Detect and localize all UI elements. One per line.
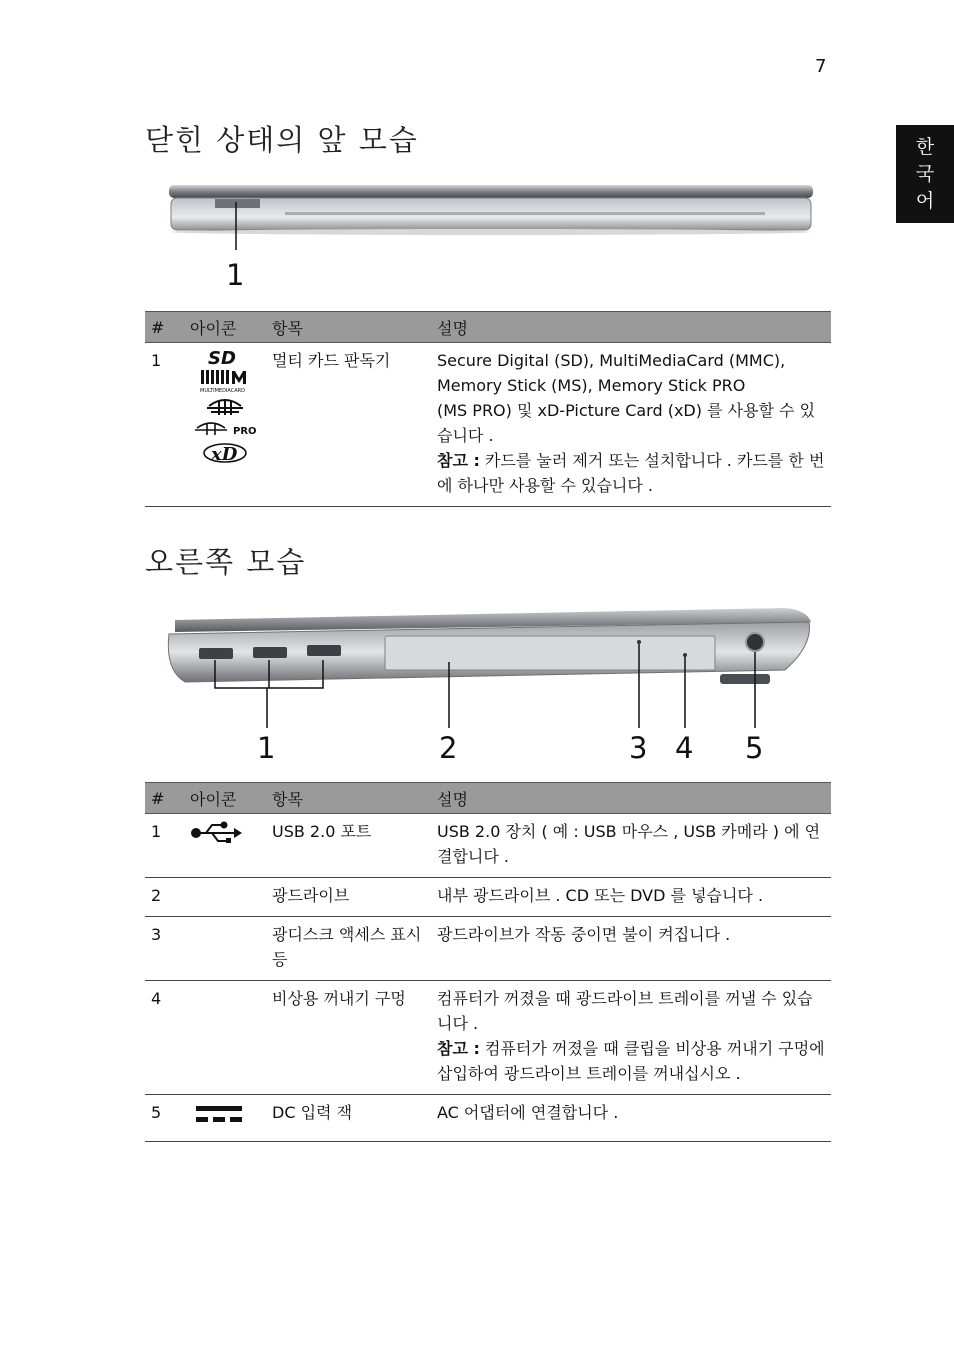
table-row: [145, 814, 831, 878]
note: [437, 448, 825, 498]
memory-stick-pro-icon: [193, 418, 257, 438]
optical-drive-tray: [385, 636, 715, 670]
row-item: DC 입력 잭: [266, 1095, 431, 1142]
row-item: 광드라이브: [266, 878, 431, 917]
right-view-table: [145, 782, 831, 1142]
drive-led: [637, 640, 641, 644]
shadow: [171, 229, 811, 235]
dc-jack: [746, 633, 764, 651]
usb-port: [199, 648, 233, 659]
front-view-figure: [145, 180, 831, 295]
header-icon: 아이콘: [184, 312, 266, 343]
table-header-row: [145, 783, 831, 814]
sd-card-icon: [204, 348, 246, 366]
callout-number: 1: [226, 258, 245, 292]
page-number: 7: [815, 56, 827, 77]
header-num: #: [145, 783, 184, 814]
pro-logo-text: PRO: [233, 426, 257, 437]
header-item: 항목: [266, 783, 431, 814]
row-num: 1: [145, 814, 184, 878]
callout-number: 5: [745, 731, 764, 765]
row-num: 3: [145, 917, 184, 981]
description-text: 컴퓨터가 꺼졌을 때 광드라이브 트레이를 꺼낼 수 있습니다 .: [437, 989, 813, 1033]
row-description: AC 어댑터에 연결합니다 .: [431, 1095, 831, 1142]
language-tab: [896, 125, 954, 223]
front-view-title: 닫힌 상태의 앞 모습: [145, 123, 419, 157]
multimediacard-icon: [199, 368, 251, 394]
row-description: 내부 광드라이브 . CD 또는 DVD 를 넣습니다 .: [431, 878, 831, 917]
callout-number: 1: [257, 731, 276, 765]
row-description: [431, 343, 831, 507]
right-view-title: 오른쪽 모습: [145, 545, 307, 579]
row-icon: [184, 981, 266, 1095]
description-text: Secure Digital (SD), MultiMediaCard (MMC), Memory Stick (MS), Memory Stick PRO: [437, 351, 786, 395]
callout-number: 3: [629, 731, 648, 765]
table-row: [145, 343, 831, 507]
row-icon: [184, 878, 266, 917]
laptop-front-illustration: [145, 180, 831, 295]
row-num: 5: [145, 1095, 184, 1142]
laptop-right-illustration: [145, 600, 831, 770]
note-text: 컴퓨터가 꺼졌을 때 클립을 비상용 꺼내기 구멍에 삽입하여 광드라이브 트레이를 꺼내십시오 .: [437, 1039, 825, 1083]
right-view-figure: [145, 600, 831, 770]
row-num: 4: [145, 981, 184, 1095]
row-description: USB 2.0 장치 ( 예 : USB 마우스 , USB 카메라 ) 에 연결합니다 .: [431, 814, 831, 878]
laptop-lid: [169, 185, 813, 198]
xd-picture-card-icon: [200, 440, 250, 466]
usb-port: [307, 645, 341, 656]
note-label: 참고 :: [437, 451, 480, 470]
row-num: 1: [145, 343, 184, 507]
note: [437, 1036, 825, 1086]
dc-power-icon: [190, 1100, 246, 1126]
header-num: #: [145, 312, 184, 343]
card-reader-slot: [215, 199, 260, 208]
usb-icon: [190, 819, 246, 845]
table-header-row: [145, 312, 831, 343]
header-icon: 아이콘: [184, 783, 266, 814]
callout-number: 4: [675, 731, 694, 765]
row-icon: [184, 814, 266, 878]
language-tab-char: 한: [915, 135, 935, 158]
row-item: 광디스크 액세스 표시등: [266, 917, 431, 981]
language-tab-char: 어: [915, 189, 935, 212]
note-text: 카드를 눌러 제거 또는 설치합니다 . 카드를 한 번에 하나만 사용할 수 있습니다 .: [437, 451, 825, 495]
xd-logo-text: xD: [211, 444, 238, 465]
row-description: 광드라이브가 작동 중이면 불이 켜집니다 .: [431, 917, 831, 981]
eject-hole: [683, 653, 687, 657]
row-description: [431, 981, 831, 1095]
description-text: (MS PRO) 및 xD-Picture Card (xD) 를 사용할 수 있습니다 .: [437, 401, 816, 445]
memory-stick-icon: [205, 396, 245, 416]
usb-port: [253, 647, 287, 658]
sd-logo-text: SD: [208, 348, 236, 366]
header-item: 항목: [266, 312, 431, 343]
table-row: [145, 878, 831, 917]
table-row: [145, 917, 831, 981]
note-label: 참고 :: [437, 1039, 480, 1058]
callout-number: 2: [439, 731, 458, 765]
adapter-plug: [720, 674, 770, 684]
row-num: 2: [145, 878, 184, 917]
header-description: 설명: [431, 312, 831, 343]
row-item: USB 2.0 포트: [266, 814, 431, 878]
header-description: 설명: [431, 783, 831, 814]
row-item: 비상용 꺼내기 구멍: [266, 981, 431, 1095]
row-icon: [184, 917, 266, 981]
row-item: 멀티 카드 판독기: [266, 343, 431, 507]
front-seam: [285, 212, 765, 215]
table-row: [145, 1095, 831, 1142]
language-tab-char: 국: [915, 162, 935, 185]
front-view-table: [145, 311, 831, 507]
table-row: [145, 981, 831, 1095]
row-icon: [184, 1095, 266, 1142]
row-icons: [184, 343, 266, 507]
mmc-logo-text: MULTIMEDIACARD: [200, 388, 245, 394]
